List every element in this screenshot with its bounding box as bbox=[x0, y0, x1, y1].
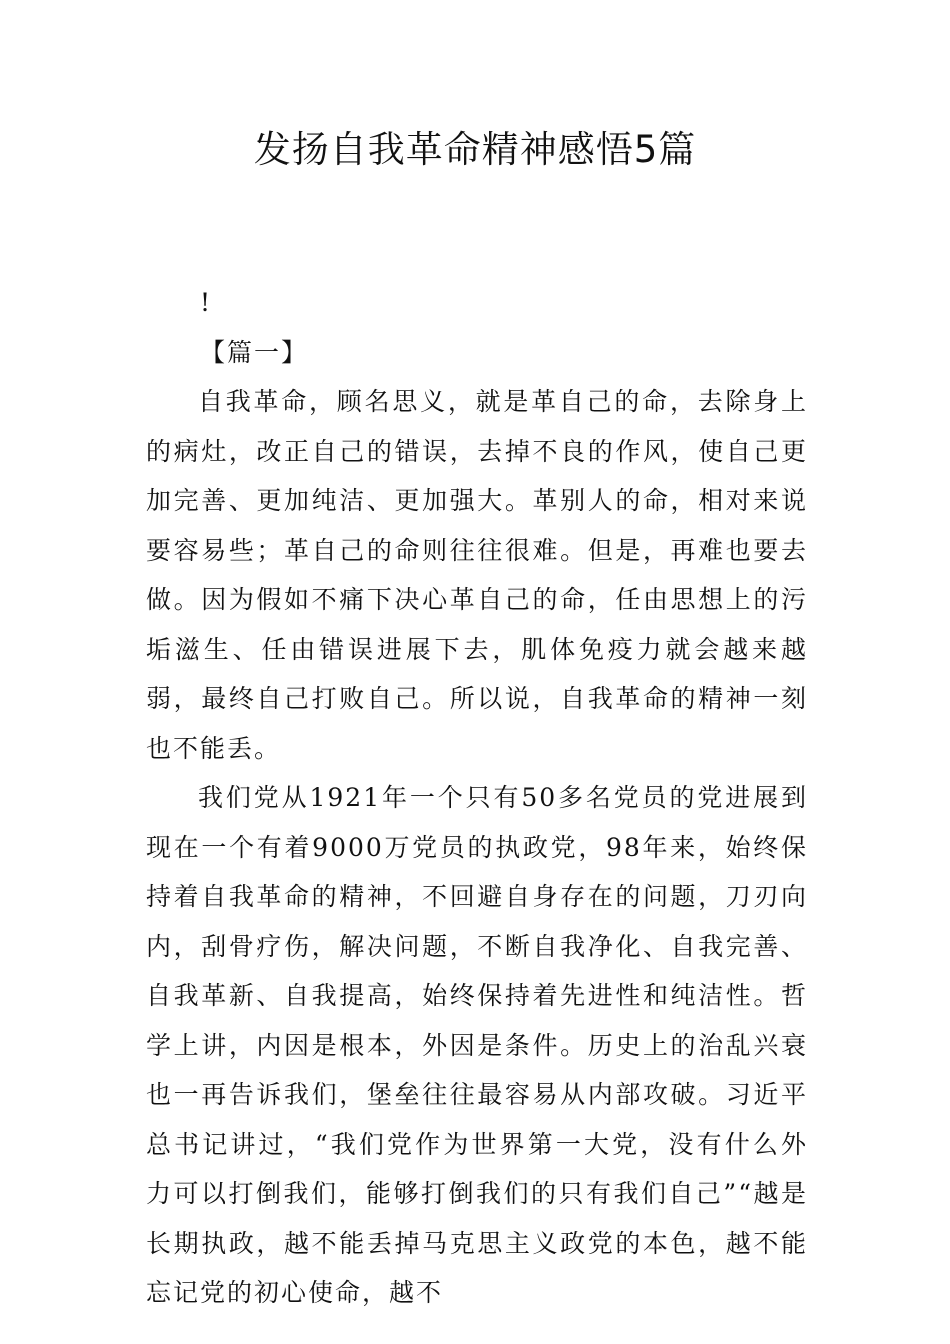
paragraph-1: 自我革命，顾名思义，就是革自己的命，去除身上的病灶，改正自己的错误，去掉不良的作风，使自己更加完善、更加纯洁、更加强大。革别人的命，相对来说要容易些；革自己的命则往往很难。但是，再难也要去做。因为假如不痛下决心革自己的命，任由思想上的污垢滋生、任由错误进展下去，肌体免疫力就会越来越弱，最终自己打败自己。所以说，自我革命的精神一刻也不能丢。 bbox=[146, 387, 808, 763]
section-heading: 【篇一】 bbox=[200, 337, 309, 367]
paragraph-2: 我们党从1921年一个只有50多名党员的党进展到现在一个有着9000万党员的执政党，98年来，始终保持着自我革命的精神，不回避自身存在的问题，刀刃向内，刮骨疗伤，解决问题，不断自我净化、自我完善、自我革新、自我提高，始终保持着先进性和纯洁性。哲学上讲，内因是根本，外因是条件。历史上的治乱兴衰也一再告诉我们，堡垒往往最容易从内部攻破。习近平总书记讲过，“我们党作为世界第一大党，没有什么外力可以打倒我们，能够打倒我们的只有我们自己”“越是长期执政，越不能丢掉马克思主义政党的本色，越不能忘记党的初心使命，越不 bbox=[146, 783, 808, 1307]
document-body bbox=[146, 278, 808, 1318]
exclamation-mark: ! bbox=[200, 288, 213, 317]
document-title: 发扬自我革命精神感悟5篇 bbox=[253, 128, 697, 171]
